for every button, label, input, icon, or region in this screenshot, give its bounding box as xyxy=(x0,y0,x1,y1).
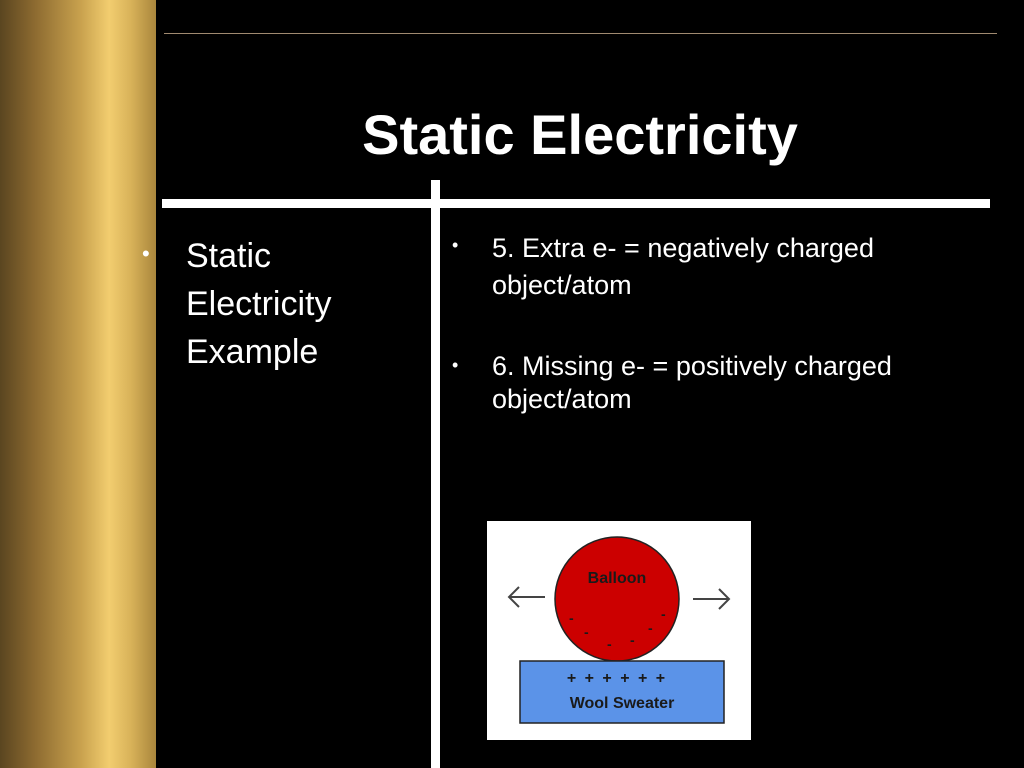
negative-charge: - xyxy=(648,620,653,636)
left-bullet-line: Static xyxy=(186,237,272,275)
right-bullet-line: object/atom xyxy=(492,270,632,300)
right-bullet-item xyxy=(452,230,982,304)
bullet-icon: • xyxy=(452,355,459,375)
positive-charges: + + + + + + xyxy=(566,670,668,687)
right-bullet-item xyxy=(452,350,982,416)
left-bullet-line: Electricity xyxy=(186,285,332,323)
right-bullet-line: 5. Extra e- = negatively charged xyxy=(492,233,874,263)
left-arrow-icon xyxy=(509,587,545,607)
vertical-divider xyxy=(431,180,440,768)
balloon-label: Balloon xyxy=(587,570,647,587)
right-bullet-line: object/atom xyxy=(492,384,632,414)
left-bullet-line: Example xyxy=(186,333,319,371)
left-bullet-item xyxy=(142,232,422,376)
balloon-shape xyxy=(555,537,679,661)
sweater-label: Wool Sweater xyxy=(569,695,675,712)
gold-sidebar-decoration xyxy=(0,0,156,768)
negative-charge: - xyxy=(569,610,574,626)
bullet-icon: • xyxy=(142,241,150,266)
negative-charge: - xyxy=(584,624,589,640)
right-bullet-line: 6. Missing e- = positively charged xyxy=(492,351,892,381)
balloon-sweater-diagram xyxy=(487,521,751,740)
top-divider-line xyxy=(164,33,997,34)
horizontal-divider xyxy=(162,199,990,208)
diagram-svg xyxy=(487,521,751,740)
negative-charge: - xyxy=(661,606,666,622)
bullet-icon: • xyxy=(452,235,459,255)
negative-charge: - xyxy=(630,632,635,648)
slide-title: Static Electricity xyxy=(362,103,798,166)
negative-charge: - xyxy=(607,636,612,652)
right-arrow-icon xyxy=(693,589,729,609)
